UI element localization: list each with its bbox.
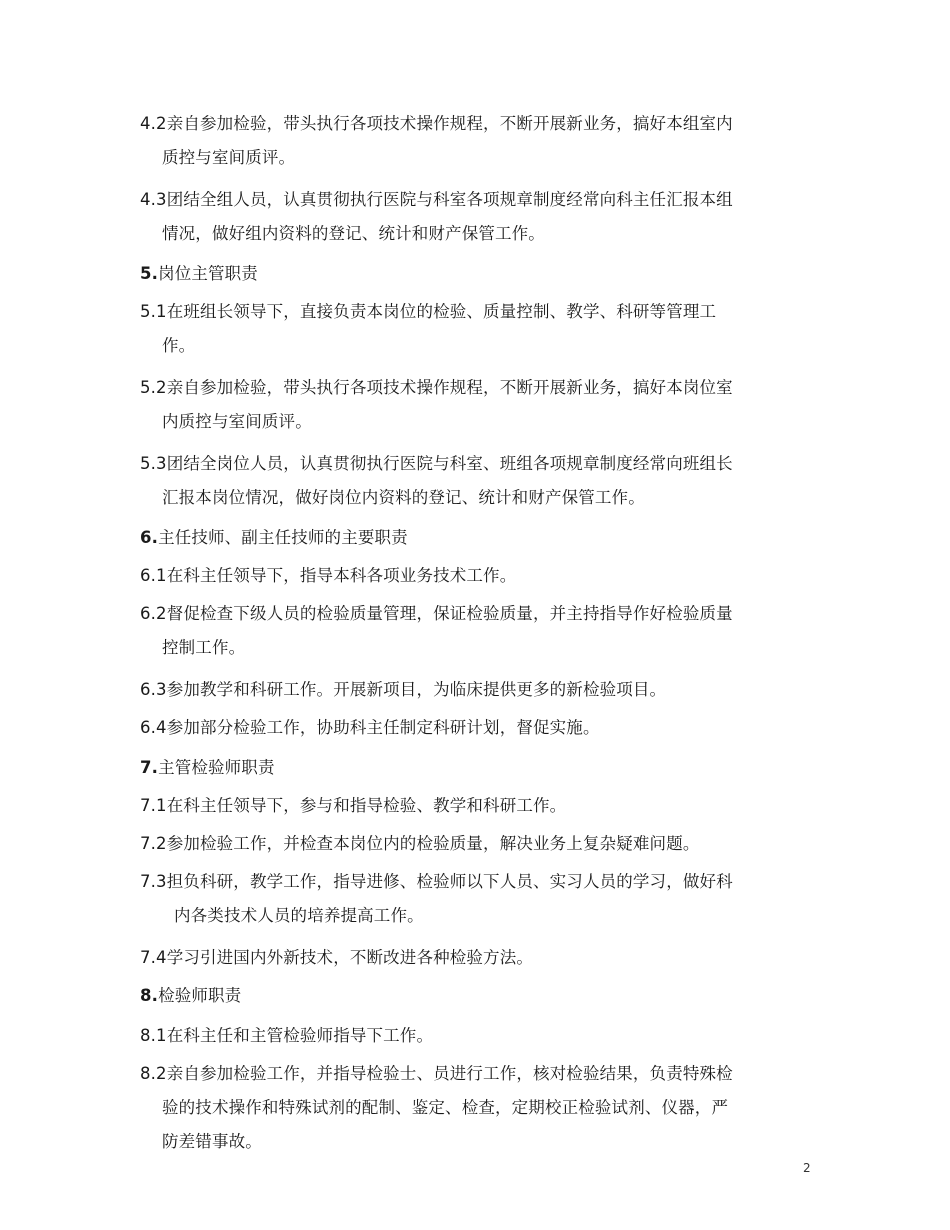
list-item	[140, 717, 600, 739]
item-text: 控制工作。	[162, 638, 246, 657]
item-number: 8.2	[140, 1064, 167, 1083]
item-number: 8.	[140, 986, 159, 1005]
list-item-continuation	[162, 1097, 728, 1119]
item-text: 内质控与室间质评。	[162, 412, 312, 431]
list-item	[140, 795, 566, 817]
list-item-continuation	[162, 487, 645, 509]
page-number: 2	[803, 1161, 811, 1175]
list-item-continuation	[162, 411, 312, 433]
item-text: 质控与室间质评。	[162, 148, 296, 167]
list-item-continuation	[174, 905, 424, 927]
item-number: 8.1	[140, 1026, 167, 1045]
list-item	[140, 833, 700, 855]
list-item	[140, 603, 733, 625]
item-text: 团结全组人员，认真贯彻执行医院与科室各项规章制度经常向科主任汇报本组	[166, 190, 733, 209]
list-item	[140, 453, 733, 475]
item-number: 7.3	[140, 872, 167, 891]
item-number: 7.1	[140, 796, 167, 815]
item-text: 防差错事故。	[162, 1132, 262, 1151]
item-text: 在班组长领导下，直接负责本岗位的检验、质量控制、教学、科研等管理工	[166, 302, 717, 321]
item-text: 在科主任和主管检验师指导下工作。	[166, 1026, 434, 1045]
item-number: 6.1	[140, 566, 167, 585]
item-text: 学习引进国内外新技术，不断改进各种检验方法。	[166, 948, 534, 967]
item-text: 汇报本岗位情况，做好岗位内资料的登记、统计和财产保管工作。	[162, 488, 645, 507]
item-text: 在科主任领导下，参与和指导检验、教学和科研工作。	[166, 796, 567, 815]
list-item	[140, 113, 733, 135]
item-text: 验的技术操作和特殊试剂的配制、鉴定、检查，定期校正检验试剂、仪器，严	[162, 1098, 729, 1117]
item-text: 岗位主管职责	[158, 264, 258, 283]
item-text: 主任技师、副主任技师的主要职责	[158, 528, 408, 547]
item-text: 主管检验师职责	[158, 758, 275, 777]
item-number: 5.	[140, 264, 159, 283]
list-item-continuation	[162, 335, 195, 357]
item-text: 作。	[162, 336, 196, 355]
item-number: 5.1	[140, 302, 167, 321]
item-text: 参加教学和科研工作。开展新项目，为临床提供更多的新检验项目。	[166, 680, 667, 699]
list-item	[140, 871, 733, 893]
item-text: 在科主任领导下，指导本科各项业务技术工作。	[166, 566, 517, 585]
item-text: 团结全岗位人员，认真贯彻执行医院与科室、班组各项规章制度经常向班组长	[166, 454, 733, 473]
item-number: 6.3	[140, 680, 167, 699]
section-heading	[140, 757, 275, 779]
item-text: 亲自参加检验，带头执行各项技术操作规程，不断开展新业务，搞好本岗位室	[166, 378, 733, 397]
item-text: 内各类技术人员的培养提高工作。	[174, 906, 424, 925]
item-text: 检验师职责	[158, 986, 242, 1005]
list-item	[140, 1025, 433, 1047]
list-item-continuation	[162, 147, 295, 169]
item-number: 7.	[140, 758, 159, 777]
item-number: 5.3	[140, 454, 167, 473]
list-item	[140, 301, 716, 323]
list-item	[140, 679, 666, 701]
section-heading	[140, 985, 241, 1007]
list-item	[140, 565, 516, 587]
item-number: 6.4	[140, 718, 167, 737]
item-text: 亲自参加检验工作，并指导检验士、员进行工作，核对检验结果，负责特殊检	[166, 1064, 733, 1083]
section-heading	[140, 527, 408, 549]
list-item	[140, 377, 733, 399]
section-heading	[140, 263, 258, 285]
list-item-continuation	[162, 1131, 262, 1153]
item-text: 参加部分检验工作，协助科主任制定科研计划，督促实施。	[166, 718, 600, 737]
item-number: 5.2	[140, 378, 167, 397]
item-text: 亲自参加检验，带头执行各项技术操作规程，不断开展新业务，搞好本组室内	[166, 114, 733, 133]
list-item	[140, 947, 533, 969]
item-number: 4.3	[140, 190, 167, 209]
list-item-continuation	[162, 223, 545, 245]
item-number: 6.	[140, 528, 159, 547]
list-item-continuation	[162, 637, 245, 659]
item-text: 参加检验工作，并检查本岗位内的检验质量，解决业务上复杂疑难问题。	[166, 834, 700, 853]
item-number: 7.4	[140, 948, 167, 967]
item-text: 督促检查下级人员的检验质量管理，保证检验质量，并主持指导作好检验质量	[166, 604, 733, 623]
item-number: 6.2	[140, 604, 167, 623]
list-item	[140, 1063, 733, 1085]
item-text: 情况，做好组内资料的登记、统计和财产保管工作。	[162, 224, 545, 243]
item-number: 4.2	[140, 114, 167, 133]
list-item	[140, 189, 733, 211]
item-text: 担负科研，教学工作，指导进修、检验师以下人员、实习人员的学习，做好科	[166, 872, 733, 891]
item-number: 7.2	[140, 834, 167, 853]
